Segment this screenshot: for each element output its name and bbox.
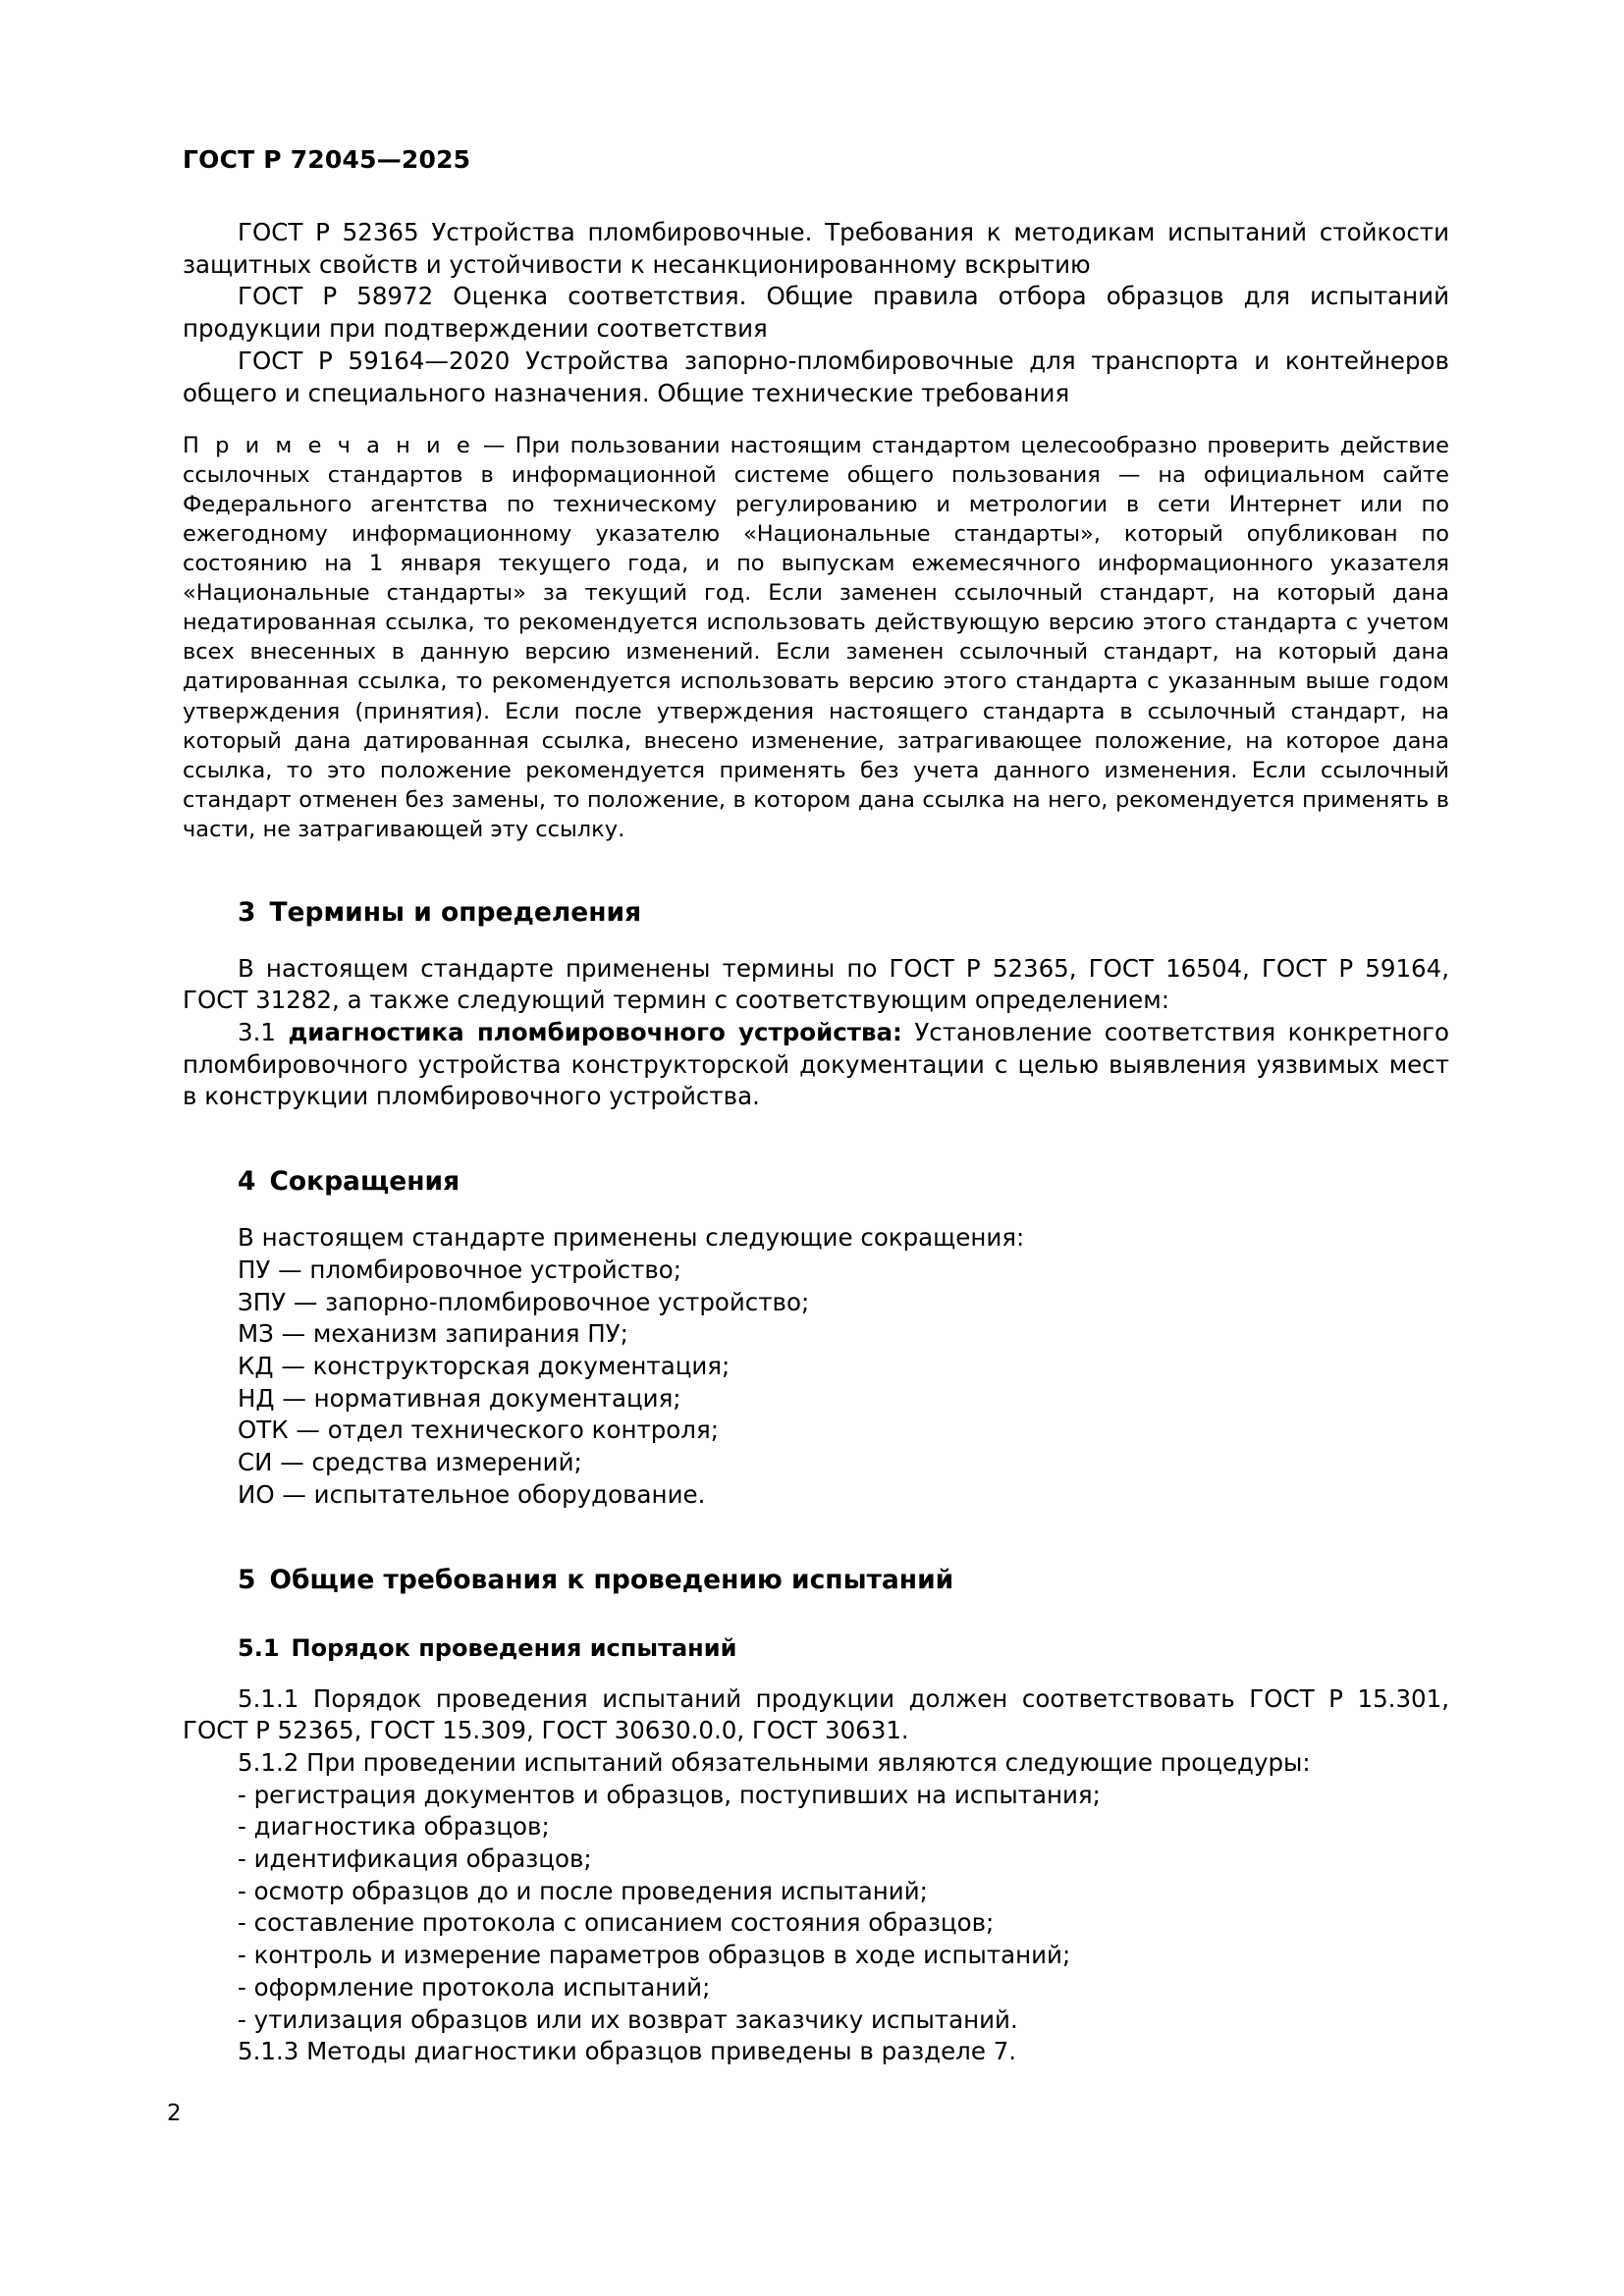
list-item: ОТК — отдел технического контроля;	[238, 1415, 719, 1445]
section-title-4: Сокращения	[269, 1166, 460, 1198]
list-item: КД — конструкторская документация;	[238, 1351, 731, 1380]
list-item: ПУ — пломбировочное устройство;	[238, 1255, 682, 1284]
note-text: — При пользовании настоящим стандартом целесообразно проверить действие ссылочных стандартов в информационной системе общего пользования — на официальном сайте Федерального агентства по техническому регулированию и метрологии в сети Интернет или по ежегодному информационному указателю «Национальные стандарты», который опубликован по состоянию на 1 января текущего года, и по выпускам ежемесячного информационного указателя «Национальные стандарты» за текущий год. Если заменен ссылочный стандарт, на который дана недатированная ссылка, то рекомендуется использовать действующую версию этого стандарта с учетом всех внесенных в данную версию изменений. Если заменен ссылочный стандарт, на который дана датированная ссылка, то рекомендуется использовать версию этого стандарта с указанным выше годом утверждения (принятия). Если после утверждения настоящего стандарта в ссылочный стандарт, на который дана датированная ссылка, внесено изменение, затрагивающее положение, на которое дана ссылка, то это положение рекомендуется применять без учета данного изменения. Если ссылочный стандарт отменен без замены, то положение, в котором дана ссылка на него, рекомендуется применять в части, не затрагивающей эту ссылку.	[183, 433, 1449, 842]
section3-paragraph: В настоящем стандарте применены термины по ГОСТ Р 52365, ГОСТ 16504, ГОСТ Р 59164, ГОСТ 31282, а также следующий термин с соответствующим определением:	[183, 953, 1449, 1015]
list-item: - оформление протокола испытаний;	[238, 1972, 711, 2002]
page-content	[183, 145, 1449, 2068]
procedure-list	[183, 1780, 1449, 2037]
list-item: - осмотр образцов до и после проведения испытаний;	[238, 1876, 928, 1905]
abbreviation-list	[183, 1255, 1449, 1512]
clause-5-1-3: 5.1.3 Методы диагностики образцов приведены в разделе 7.	[238, 2037, 1017, 2066]
section-heading-4	[183, 1166, 1449, 1197]
section4-lead: В настоящем стандарте применены следующие сокращения:	[238, 1223, 1025, 1253]
list-item: ИО — испытательное оборудование.	[238, 1479, 706, 1509]
reference-item-2: ГОСТ Р 58972 Оценка соответствия. Общие правила отбора образцов для испытаний продукции при подтверждении соответствия	[183, 282, 1449, 344]
subsection-number-5-1: 5.1	[238, 1633, 280, 1662]
clause-5-1-2: 5.1.2 При проведении испытаний обязательными являются следующие процедуры:	[238, 1747, 1311, 1777]
reference-item-1: ГОСТ Р 52365 Устройства пломбировочные. Требования к методикам испытаний стойкости защитных свойств и устойчивости к несанкционированному вскрытию	[183, 218, 1449, 279]
clause-5-1-1: 5.1.1 Порядок проведения испытаний продукции должен соответствовать ГОСТ Р 15.301, ГОСТ Р 52365, ГОСТ 15.309, ГОСТ 30630.0.0, ГОСТ 30631.	[183, 1683, 1449, 1745]
section-title-5: Общие требования к проведению испытаний	[269, 1564, 954, 1595]
list-item: - диагностика образцов;	[238, 1812, 550, 1842]
list-item: СИ — средства измерений;	[238, 1448, 582, 1477]
section-title-3: Термины и определения	[269, 896, 642, 928]
section-heading-5	[183, 1565, 1449, 1595]
term-definition-block	[183, 1017, 1449, 1113]
subsection-heading-5-1	[183, 1634, 1449, 1662]
list-item: - контроль и измерение параметров образцов в ходе испытаний;	[238, 1941, 1071, 1970]
section-number-5: 5	[238, 1564, 256, 1595]
list-item: НД — нормативная документация;	[238, 1383, 681, 1413]
section-number-4: 4	[238, 1166, 256, 1198]
list-item: - регистрация документов и образцов, поступивших на испытания;	[238, 1780, 1101, 1809]
section-heading-3	[183, 897, 1449, 928]
reference-note	[183, 431, 1449, 843]
list-item: - составление протокола с описанием состояния образцов;	[238, 1908, 995, 1938]
list-item: - идентификация образцов;	[238, 1844, 592, 1874]
list-item: ЗПУ — запорно-пломбировочное устройство;	[238, 1287, 810, 1316]
term-text: Установление соответствия конкретного пломбировочного устройства конструкторской документации с целью выявления уязвимых мест в конструкции пломбировочного устройства.	[183, 1018, 1449, 1111]
page-number: 2	[167, 2101, 182, 2126]
list-item: - утилизация образцов или их возврат заказчику испытаний.	[238, 2004, 1018, 2034]
term-number: 3.1	[238, 1018, 276, 1047]
document-header: ГОСТ Р 72045—2025	[183, 145, 471, 174]
note-label: П р и м е ч а н и е	[183, 433, 473, 459]
subsection-title-5-1: Порядок проведения испытаний	[291, 1633, 737, 1662]
section-number-3: 3	[238, 896, 256, 928]
reference-item-3: ГОСТ Р 59164—2020 Устройства запорно-пломбировочные для транспорта и контейнеров общего и специального назначения. Общие технические требования	[183, 346, 1449, 407]
list-item: МЗ — механизм запирания ПУ;	[238, 1319, 628, 1349]
term-name: диагностика пломбировочного устройства:	[288, 1018, 902, 1047]
